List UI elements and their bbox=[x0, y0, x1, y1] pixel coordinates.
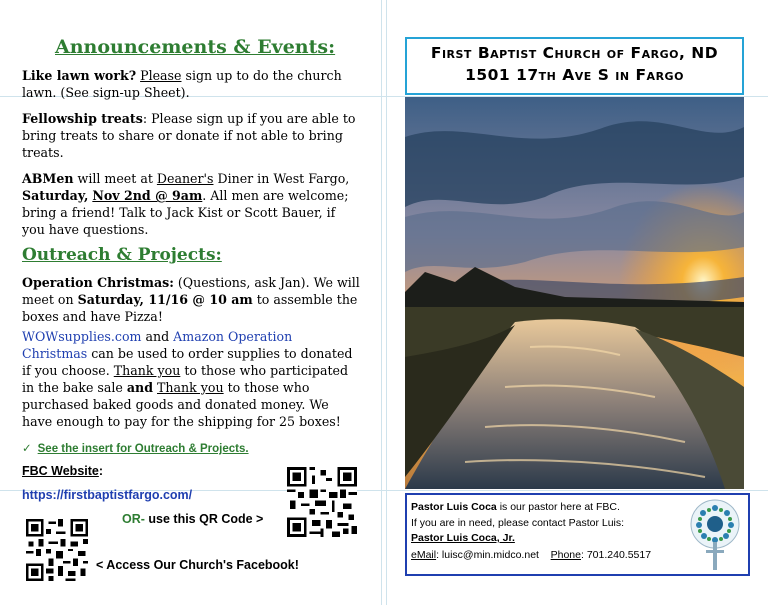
qr-text: use this QR Code > bbox=[144, 512, 264, 526]
abmen-rest: . All men are welcome; bring a friend! Talk to Jack Kist or Scott Bauer, if you have questions. bbox=[22, 188, 349, 237]
supplies-paragraph bbox=[22, 328, 360, 430]
pastor-jr-name: Pastor Luis Coca, Jr. bbox=[411, 532, 515, 544]
phone-value[interactable]: : 701.240.5517 bbox=[581, 548, 652, 561]
abmen-bold: ABMen bbox=[22, 171, 74, 186]
email-value[interactable]: : luisc@min.midco.net bbox=[436, 548, 539, 561]
fellowship-text: : Please sign up if you are able to bring treats to share or donate if not able to bring treats. bbox=[22, 111, 356, 160]
abmen-paragraph bbox=[22, 170, 360, 238]
lawn-bold: Like lawn work? bbox=[22, 68, 137, 83]
abmen-text: will meet at bbox=[73, 171, 157, 186]
thank-you-2: Thank you bbox=[157, 380, 224, 395]
pastor-line-3 bbox=[411, 531, 651, 547]
website-link[interactable]: https://firstbaptistfargo.com/ bbox=[22, 488, 193, 502]
church-name: First Baptist Church of Fargo, ND bbox=[430, 44, 719, 62]
abmen-date: Nov 2nd @ 9am bbox=[92, 188, 203, 203]
church-title-box bbox=[405, 37, 744, 95]
op-text2: to assemble the boxes and have Pizza! bbox=[22, 292, 358, 324]
outreach-heading: Outreach & Projects: bbox=[22, 245, 222, 265]
fellowship-bold: Fellowship treats bbox=[22, 111, 143, 126]
pastor-contact-line bbox=[411, 548, 651, 564]
facebook-caption: < Access Our Church's Facebook! bbox=[96, 558, 299, 572]
abmen-text2: Diner in West Fargo, bbox=[213, 171, 350, 186]
qr-caption bbox=[122, 512, 263, 526]
guide-line bbox=[381, 0, 382, 605]
supplies-text: can be used to order supplies to donated if you choose. bbox=[22, 346, 353, 378]
guide-line bbox=[386, 0, 387, 605]
op-text: (Questions, ask Jan). We will meet on bbox=[22, 275, 360, 307]
pastor-line-1 bbox=[411, 500, 651, 516]
thanks-and: and bbox=[126, 380, 154, 395]
operation-christmas-paragraph bbox=[22, 274, 360, 325]
pastor-text bbox=[411, 500, 651, 563]
thanks-text2: to those who purchased baked goods and donated money. We have enough to pay for the shipping for 25 boxes! bbox=[22, 380, 341, 429]
pastor-line-2: If you are in need, please contact Pastor Luis: bbox=[411, 516, 625, 529]
website-label: FBC Website bbox=[22, 464, 99, 478]
website-colon: : bbox=[98, 464, 104, 478]
thank-you-1: Thank you bbox=[113, 363, 181, 378]
supplies-and: and bbox=[141, 329, 174, 344]
op-bold: Operation Christmas: bbox=[22, 275, 174, 290]
insert-note bbox=[22, 441, 249, 455]
lawn-paragraph bbox=[22, 67, 360, 101]
checkmark-icon: ✓ bbox=[22, 443, 32, 455]
pastor-name: Pastor Luis Coca bbox=[411, 501, 497, 513]
email-label: eMail bbox=[411, 548, 437, 561]
amazon-link[interactable]: Amazon Operation Christmas bbox=[22, 329, 293, 361]
lawn-text: sign up to do the church lawn. (See sign-up Sheet). bbox=[22, 68, 342, 100]
website-label-row bbox=[22, 464, 103, 478]
abmen-day: Saturday, bbox=[22, 188, 89, 203]
wowsupplies-link[interactable]: WOWsupplies.com bbox=[22, 329, 142, 344]
phone-label: Phone bbox=[550, 548, 581, 561]
facebook-qr-code[interactable] bbox=[26, 519, 88, 581]
fellowship-paragraph bbox=[22, 110, 360, 161]
church-logo bbox=[686, 498, 744, 572]
thanks-text: to those who participated in the bake sale bbox=[22, 363, 349, 395]
lawn-please-link[interactable]: Please bbox=[140, 68, 182, 83]
abmen-place: Deaner's bbox=[156, 171, 214, 186]
insert-note-text: See the insert for Outreach & Projects. bbox=[37, 443, 249, 455]
website-qr-code[interactable] bbox=[287, 467, 357, 537]
op-when: Saturday, 11/16 @ 10 am bbox=[77, 292, 253, 307]
qr-or: OR- bbox=[122, 512, 145, 526]
sunset-river-photo bbox=[405, 97, 744, 489]
church-address: 1501 17th Ave S in Fargo bbox=[465, 66, 684, 84]
announcements-heading: Announcements & Events: bbox=[55, 36, 336, 58]
pastor-line-1-text: is our pastor here at FBC. bbox=[496, 501, 620, 513]
